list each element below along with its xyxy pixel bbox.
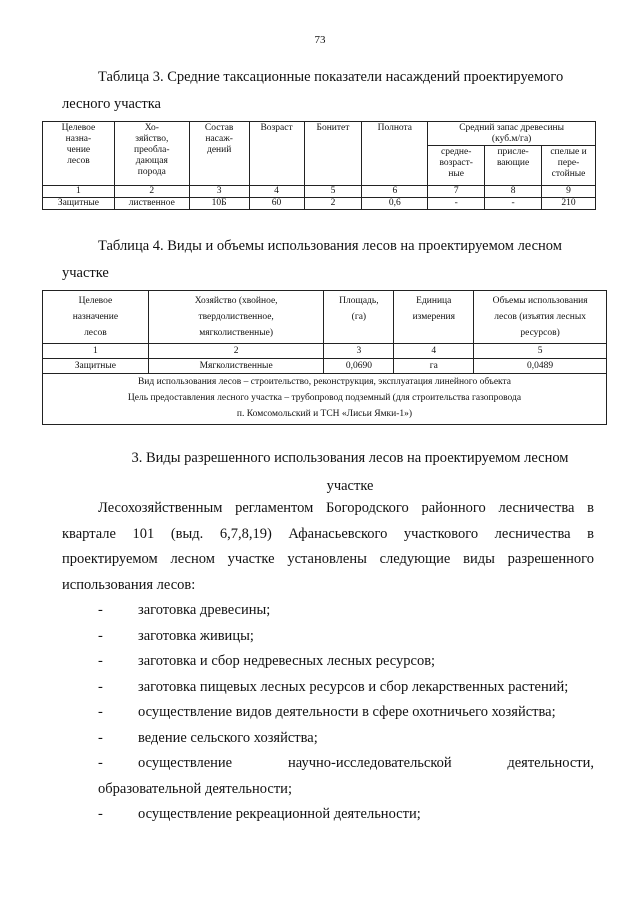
list-dash: - xyxy=(98,729,103,746)
t4-num: 5 xyxy=(474,344,607,359)
list-item-text: заготовка древесины; xyxy=(138,602,271,618)
table3-caption-line2: лесного участка xyxy=(62,96,161,112)
t3-num: 8 xyxy=(485,186,542,198)
t4-cell: Защитные xyxy=(43,359,149,374)
t4-cell: га xyxy=(394,359,474,374)
list-dash: - xyxy=(98,653,103,669)
list-item-text: заготовка пищевых лесных ресурсов и сбор лекарственных растений; xyxy=(138,678,569,695)
t3-num: 4 xyxy=(249,186,304,198)
paragraph-line: проектируемом лесном участке установлены следующие виды разрешенного xyxy=(62,551,594,567)
t4-cell: 0,0690 xyxy=(324,359,394,374)
t3-head-age: Возраст xyxy=(249,122,304,186)
t3-num: 5 xyxy=(304,186,362,198)
t3-num: 1 xyxy=(43,186,115,198)
list-dash: - xyxy=(98,678,103,695)
list-item-text: заготовка и сбор недревесных лесных ресурсов; xyxy=(138,653,436,669)
t3-num: 6 xyxy=(362,186,428,198)
t3-head-bonitet: Бонитет xyxy=(304,122,362,186)
t3-num: 9 xyxy=(542,186,596,198)
list-item xyxy=(98,624,594,650)
list-item-text: образовательной деятельности; xyxy=(98,780,292,797)
t3-cell: Защитные xyxy=(43,198,115,210)
t3-head-composition: Состав насаж- дений xyxy=(189,122,249,186)
table-row xyxy=(43,359,607,374)
t3-head-density: Полнота xyxy=(362,122,428,186)
t4-num: 2 xyxy=(148,344,324,359)
t3-cell: - xyxy=(485,198,542,210)
t4-head-farm: Хозяйство (хвойное, твердолиственное, мягколиственные) xyxy=(148,291,324,344)
t4-head-purpose: Целевое назначение лесов xyxy=(43,291,149,344)
table-row xyxy=(43,198,596,210)
list-item xyxy=(98,726,594,752)
table3 xyxy=(42,121,596,210)
table3-caption-line1: Таблица 3. Средние таксационные показатели насаждений проектируемого xyxy=(98,69,564,85)
table4-caption xyxy=(62,233,586,287)
list-dash: - xyxy=(98,755,103,771)
t3-num: 3 xyxy=(189,186,249,198)
table4-caption-line2: участке xyxy=(62,265,109,281)
list-item-text: научно-исследовательской xyxy=(288,755,452,771)
list-item-text: осуществление xyxy=(138,755,233,771)
table4 xyxy=(42,290,607,425)
t3-head-stock-mature: спелые и пере- стойные xyxy=(542,146,596,186)
t4-cell: Мягколиственные xyxy=(148,359,324,374)
paragraph-line: Лесохозяйственным регламентом Богородского районного лесничества в xyxy=(98,500,594,516)
list-item xyxy=(98,700,594,726)
t3-cell: 210 xyxy=(542,198,596,210)
list-item-text: осуществление рекреационной деятельности; xyxy=(138,806,421,822)
t3-cell: 60 xyxy=(249,198,304,210)
t3-cell: - xyxy=(428,198,485,210)
t3-num: 7 xyxy=(428,186,485,198)
list-item xyxy=(98,649,594,675)
list-item xyxy=(98,675,594,701)
t4-number-row xyxy=(43,344,607,359)
t4-num: 3 xyxy=(324,344,394,359)
list-item xyxy=(98,751,594,802)
t3-cell: 10Б xyxy=(189,198,249,210)
t4-head-area: Площадь, (га) xyxy=(324,291,394,344)
t4-num: 4 xyxy=(394,344,474,359)
list-item xyxy=(98,802,594,828)
list-item-text: деятельности, xyxy=(507,755,594,771)
list-item-text: заготовка живицы; xyxy=(138,627,254,644)
list-item xyxy=(98,598,594,624)
t3-cell: 0,6 xyxy=(362,198,428,210)
paragraph-line: использования лесов: xyxy=(62,576,196,593)
usage-list xyxy=(98,598,594,828)
section-heading: 3. Виды разрешенного использования лесов на проектируемом лесном участке xyxy=(131,450,569,494)
list-dash: - xyxy=(98,602,103,618)
t3-head-stock: Средний запас древесины (куб.м/га) xyxy=(428,122,596,146)
t4-cell: 0,0489 xyxy=(474,359,607,374)
t4-note: Вид использования лесов – строительство, реконструкция, эксплуатация линейного объекта Цель предоставления лесного участка – трубопровод подземный (для строительства газопровода п. Комсомольский и ТСН «Лисьи Ямки-1») xyxy=(43,374,607,425)
list-dash: - xyxy=(98,627,103,644)
t4-num: 1 xyxy=(43,344,149,359)
list-item-text: ведение сельского хозяйства; xyxy=(138,729,318,746)
t3-head-stock-pre: присле- вающие xyxy=(485,146,542,186)
t3-head-purpose: Целевое назна- чение лесов xyxy=(43,122,115,186)
list-dash: - xyxy=(98,704,103,720)
t3-head-farm: Хо- зяйство, преобла- дающая порода xyxy=(114,122,189,186)
t4-head-unit: Единица измерения xyxy=(394,291,474,344)
table4-caption-line1: Таблица 4. Виды и объемы использования лесов на проектируемом лесном xyxy=(98,238,562,254)
t3-cell: 2 xyxy=(304,198,362,210)
table3-caption xyxy=(62,64,586,118)
page-number: 73 xyxy=(314,34,326,46)
t3-head-stock-mid: средне- возраст- ные xyxy=(428,146,485,186)
paragraph-line: квартале 101 (выд. 6,7,8,19) Афанасьевского участкового лесничества в xyxy=(62,525,594,542)
section-paragraph xyxy=(62,496,594,598)
t3-number-row xyxy=(43,186,596,198)
list-item-text: осуществление видов деятельности в сфере охотничьего хозяйства; xyxy=(138,704,556,720)
t4-head-volume: Объемы использования лесов (изъятия лесных ресурсов) xyxy=(474,291,607,344)
t3-num: 2 xyxy=(114,186,189,198)
list-dash: - xyxy=(98,806,103,822)
t3-cell: лиственное xyxy=(114,198,189,210)
